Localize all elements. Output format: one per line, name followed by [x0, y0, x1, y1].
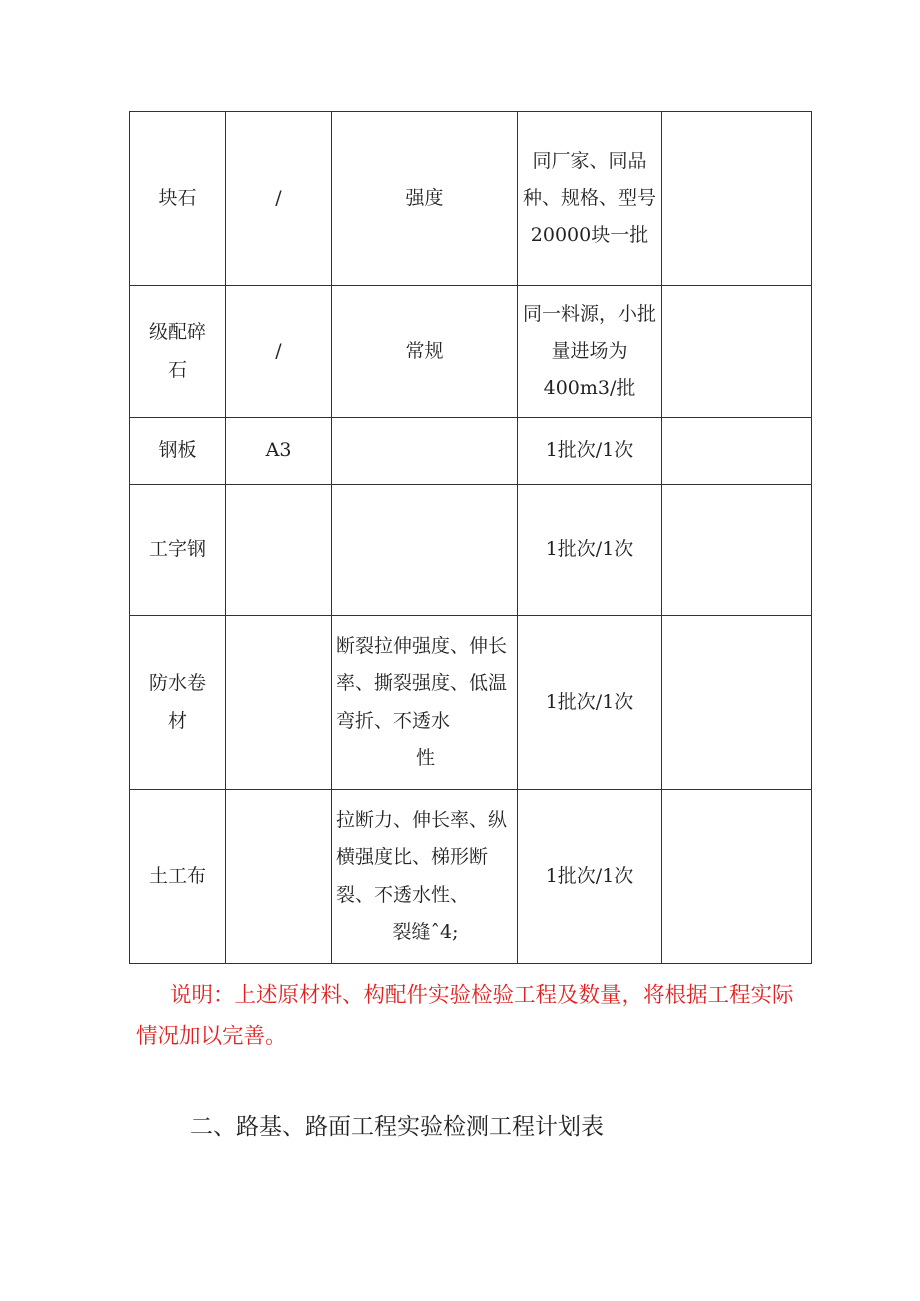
material-name-cell	[130, 485, 226, 616]
spec-cell	[226, 112, 332, 286]
test-items-cell	[332, 286, 518, 418]
frequency-cell	[518, 790, 662, 964]
frequency-cell	[518, 485, 662, 616]
frequency-cell	[518, 286, 662, 418]
table-row	[130, 418, 812, 485]
material-name-line: 材	[167, 709, 187, 732]
spec-cell	[226, 616, 332, 790]
frequency-line: 同一料源，小批	[522, 302, 656, 325]
frequency-line: 同厂家、同品	[532, 149, 647, 172]
test-items-cell	[332, 790, 518, 964]
frequency-line: 1批次/1次	[545, 439, 634, 462]
frequency-line: 1批次/1次	[545, 864, 634, 887]
material-name-line: 防水卷	[148, 672, 206, 695]
spec-value: /	[275, 186, 282, 209]
test-items-line: 断裂拉伸强度、伸长	[336, 635, 508, 658]
frequency-line: 量进场为	[551, 339, 628, 362]
frequency-line: 400m3/批	[543, 377, 636, 400]
table-row	[130, 286, 812, 418]
spec-cell	[226, 485, 332, 616]
remark-cell	[662, 418, 812, 485]
remark-cell	[662, 485, 812, 616]
material-name-line: 石	[167, 358, 187, 381]
test-items-line: 率、撕裂强度、低温	[336, 672, 508, 695]
material-name-cell	[130, 418, 226, 485]
note-paragraph: 说明：上述原材料、构配件实验检验工程及数量，将根据工程实际情况加以完善。	[136, 983, 794, 1049]
remark-cell	[662, 790, 812, 964]
test-items-line: 常规	[405, 339, 444, 362]
frequency-cell	[518, 616, 662, 790]
material-name: 工字钢	[148, 538, 206, 561]
material-name-cell	[130, 112, 226, 286]
table-row	[130, 616, 812, 790]
material-name-line: 级配碎	[148, 321, 206, 344]
test-items-cell	[332, 112, 518, 286]
remark-cell	[662, 616, 812, 790]
spec-cell	[226, 418, 332, 485]
frequency-line: 1批次/1次	[545, 538, 634, 561]
test-items-line: 性	[415, 746, 435, 769]
frequency-line: 20000块一批	[530, 224, 649, 247]
test-items-cell	[332, 616, 518, 790]
test-items-cell	[332, 418, 518, 485]
material-name: 钢板	[158, 439, 197, 462]
materials-test-table	[129, 111, 812, 964]
test-items-line: 强度	[405, 186, 444, 209]
remark-cell	[662, 286, 812, 418]
frequency-line: 种、规格、型号	[522, 186, 656, 209]
table-row	[130, 485, 812, 616]
test-items-line: 弯折、不透水	[336, 709, 451, 732]
spec-cell	[226, 790, 332, 964]
remark-cell	[662, 112, 812, 286]
material-name: 土工布	[148, 864, 206, 887]
test-items-line: 裂、不透水性、	[336, 883, 470, 906]
section-title: 二、路基、路面工程实验检测工程计划表	[190, 1114, 604, 1140]
material-name-cell	[130, 790, 226, 964]
test-items-cell	[332, 485, 518, 616]
material-name: 块石	[158, 186, 197, 209]
frequency-cell	[518, 418, 662, 485]
frequency-cell	[518, 112, 662, 286]
spec-value: /	[275, 339, 282, 362]
table-row	[130, 790, 812, 964]
test-items-line: 横强度比、梯形断	[336, 846, 489, 869]
table-row	[130, 112, 812, 286]
material-name-cell	[130, 286, 226, 418]
material-name-cell	[130, 616, 226, 790]
spec-cell	[226, 286, 332, 418]
test-items-line: 拉断力、伸长率、纵	[336, 809, 508, 832]
spec-value: A3	[265, 439, 292, 462]
test-items-line: 裂缝ˆ4;	[392, 920, 459, 943]
frequency-line: 1批次/1次	[545, 690, 634, 713]
